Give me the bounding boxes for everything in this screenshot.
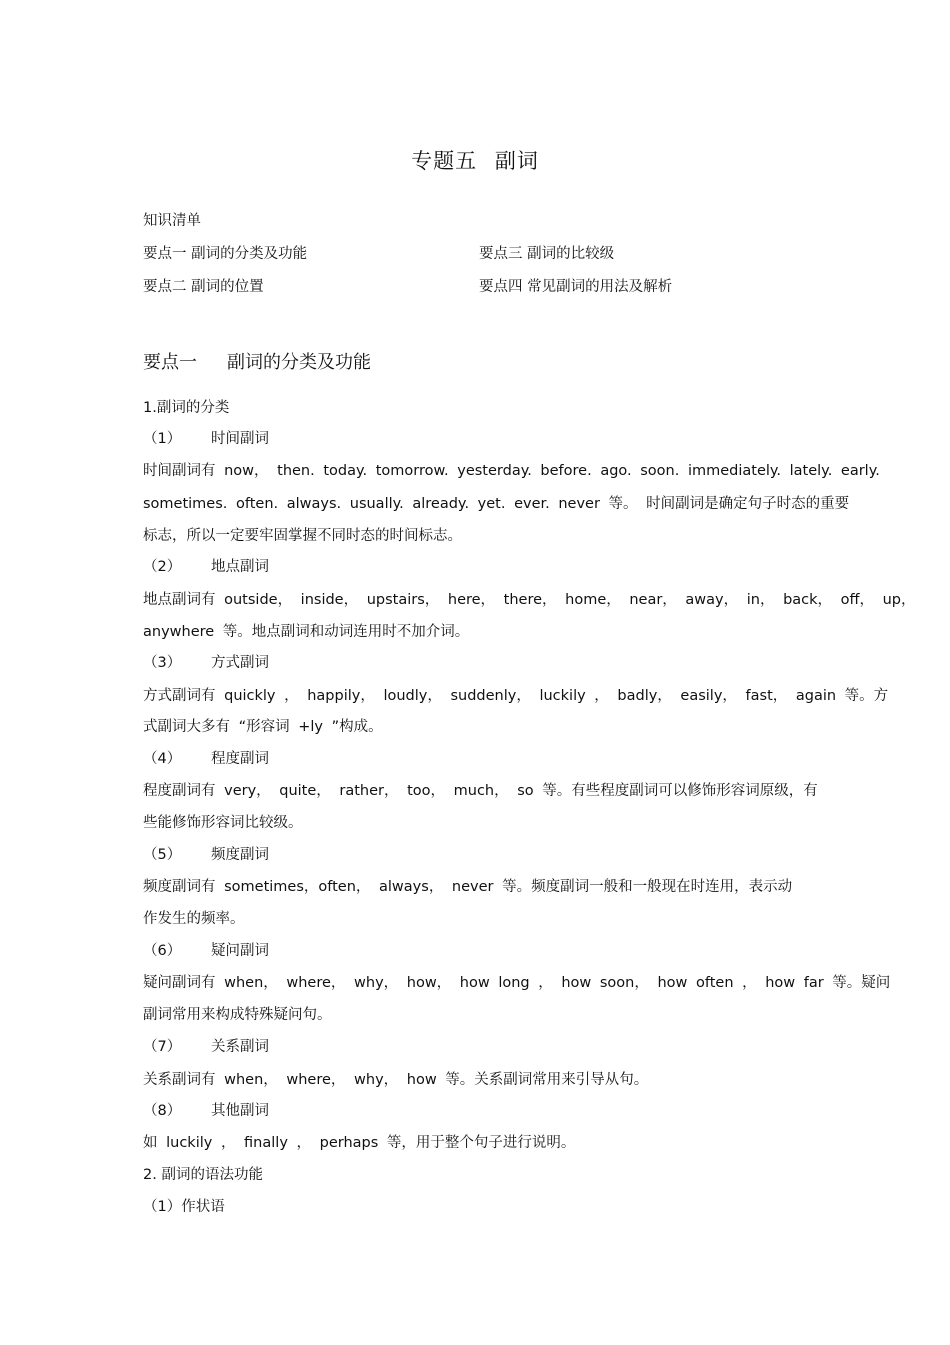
category-name: 程度副词 xyxy=(211,751,269,767)
toc-item-1: 要点一 副词的分类及功能 xyxy=(143,246,308,262)
category-text: 方式副词有 quickly ， happily， loudly， suddenly， luckily ， badly， easily， fast， again 等。方 xyxy=(143,688,889,704)
section-label: 要点一 xyxy=(143,352,197,373)
section-title: 副词的分类及功能 xyxy=(227,352,371,373)
page-title: 专题五 副词 xyxy=(411,149,539,173)
category-heading xyxy=(143,651,269,672)
category-name: 其他副词 xyxy=(211,1103,269,1119)
category-heading xyxy=(143,843,269,864)
category-text: 地点副词有 outside， inside， upstairs， here， there， home， near， away， in， back， off， up， xyxy=(143,592,916,608)
category-text: 些能修饰形容词比较级。 xyxy=(143,815,303,831)
category-heading xyxy=(143,747,269,768)
category-text: sometimes. often. always. usually. already. yet. ever. never 等。 时间副词是确定句子时态的重要 xyxy=(143,496,850,512)
category-name: 地点副词 xyxy=(211,559,269,575)
toc-item-4: 要点四 常见副词的用法及解析 xyxy=(479,279,673,295)
category-heading xyxy=(143,1099,269,1120)
part2-heading: 2. 副词的语法功能 xyxy=(143,1167,263,1183)
category-name: 疑问副词 xyxy=(211,943,269,959)
part1-heading: 1.副词的分类 xyxy=(143,400,230,416)
category-text: 副词常用来构成特殊疑问句。 xyxy=(143,1007,332,1023)
category-name: 关系副词 xyxy=(211,1039,269,1055)
category-number: （6） xyxy=(143,943,182,959)
category-number: （2） xyxy=(143,559,182,575)
category-text: 如 luckily ， finally ， perhaps 等，用于整个句子进行说明。 xyxy=(143,1135,576,1151)
toc-item-2: 要点二 副词的位置 xyxy=(143,279,264,295)
category-number: （1） xyxy=(143,431,182,447)
toc-heading: 知识清单 xyxy=(143,213,201,229)
category-heading xyxy=(143,1035,269,1056)
category-text: 式副词大多有 “形容词 +ly ”构成。 xyxy=(143,719,383,735)
toc-item-3: 要点三 副词的比较级 xyxy=(479,246,615,262)
category-text: 关系副词有 when， where， why， how 等。关系副词常用来引导从句。 xyxy=(143,1072,649,1088)
part2-subheading: （1）作状语 xyxy=(143,1199,225,1215)
category-heading xyxy=(143,939,269,960)
category-name: 方式副词 xyxy=(211,655,269,671)
category-heading xyxy=(143,427,269,448)
category-text: 频度副词有 sometimes，often， always， never 等。频度副词一般和一般现在时连用，表示动 xyxy=(143,879,793,895)
category-text: 程度副词有 very， quite， rather， too， much， so 等。有些程度副词可以修饰形容词原级，有 xyxy=(143,783,818,799)
category-number: （7） xyxy=(143,1039,182,1055)
section-heading xyxy=(143,348,371,374)
category-heading xyxy=(143,555,269,576)
category-text: 作发生的频率。 xyxy=(143,911,245,927)
category-name: 时间副词 xyxy=(211,431,269,447)
category-number: （4） xyxy=(143,751,182,767)
category-name: 频度副词 xyxy=(211,847,269,863)
category-text: 标志，所以一定要牢固掌握不同时态的时间标志。 xyxy=(143,528,462,544)
category-text: anywhere 等。地点副词和动词连用时不加介词。 xyxy=(143,624,470,640)
category-number: （3） xyxy=(143,655,182,671)
category-text: 时间副词有 now， then. today. tomorrow. yesterday. before. ago. soon. immediately. lately. early. xyxy=(143,463,880,479)
category-text: 疑问副词有 when， where， why， how， how long ， how soon， how often ， how far 等。疑问 xyxy=(143,975,891,991)
category-number: （8） xyxy=(143,1103,182,1119)
category-number: （5） xyxy=(143,847,182,863)
